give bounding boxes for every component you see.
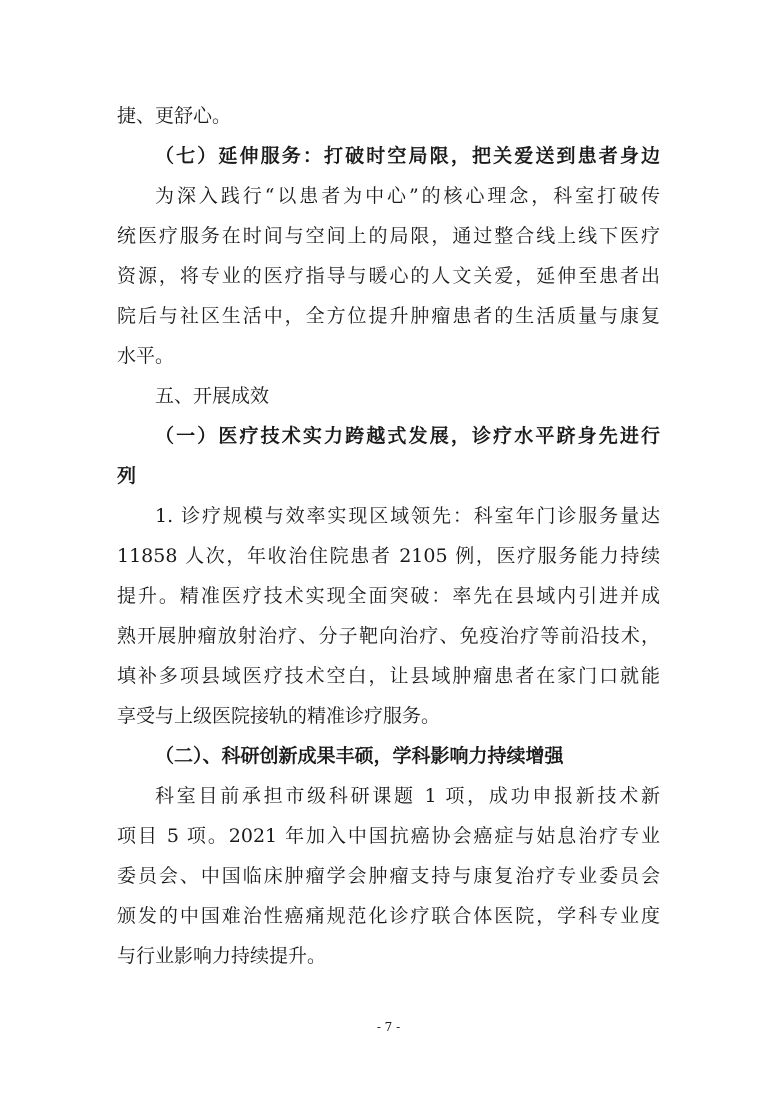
paragraph-line: 资源，将专业的医疗指导与暖心的人文关爱，延伸至患者出 bbox=[117, 265, 660, 287]
paragraph-line: 提升。精准医疗技术实现全面突破：率先在县域内引进并成 bbox=[117, 585, 660, 607]
document-page bbox=[117, 96, 660, 976]
page-number: - 7 - bbox=[376, 1020, 401, 1034]
section-heading-line: （一）医疗技术实力跨越式发展，诊疗水平跻身先进行 bbox=[155, 425, 660, 447]
paragraph-line: 与行业影响力持续提升。 bbox=[117, 945, 327, 967]
paragraph-line: 为深入践行“以患者为中心”的核心理念，科室打破传 bbox=[155, 185, 660, 207]
paragraph-line: 享受与上级医院接轨的精准诊疗服务。 bbox=[117, 705, 441, 727]
paragraph-line: 项目 5 项。2021 年加入中国抗癌协会癌症与姑息治疗专业 bbox=[117, 825, 660, 847]
paragraph-line: 1. 诊疗规模与效率实现区域领先：科室年门诊服务量达 bbox=[155, 505, 660, 527]
paragraph-line: 捷、更舒心。 bbox=[117, 105, 232, 127]
paragraph-line: 统医疗服务在时间与空间上的局限，通过整合线上线下医疗 bbox=[117, 225, 660, 247]
section-heading-line: （七）延伸服务：打破时空局限，把关爱送到患者身边 bbox=[155, 145, 660, 167]
paragraph-line: 颁发的中国难治性癌痛规范化诊疗联合体医院，学科专业度 bbox=[117, 905, 660, 927]
paragraph-line: 五、开展成效 bbox=[155, 385, 270, 407]
section-heading-line: （二）、科研创新成果丰硕，学科影响力持续增强 bbox=[155, 745, 564, 767]
paragraph-line: 填补多项县域医疗技术空白，让县域肿瘤患者在家门口就能 bbox=[117, 665, 660, 687]
paragraph-line: 委员会、中国临床肿瘤学会肿瘤支持与康复治疗专业委员会 bbox=[117, 865, 660, 887]
paragraph-line: 熟开展肿瘤放射治疗、分子靶向治疗、免疫治疗等前沿技术， bbox=[117, 625, 660, 647]
paragraph-line: 科室目前承担市级科研课题 1 项，成功申报新技术新 bbox=[155, 785, 660, 807]
paragraph-line: 11858 人次，年收治住院患者 2105 例，医疗服务能力持续 bbox=[117, 545, 660, 567]
paragraph-line: 院后与社区生活中，全方位提升肿瘤患者的生活质量与康复 bbox=[117, 305, 660, 327]
document-body bbox=[117, 96, 660, 976]
paragraph-line: 水平。 bbox=[117, 345, 175, 367]
section-heading-line: 列 bbox=[117, 465, 137, 487]
